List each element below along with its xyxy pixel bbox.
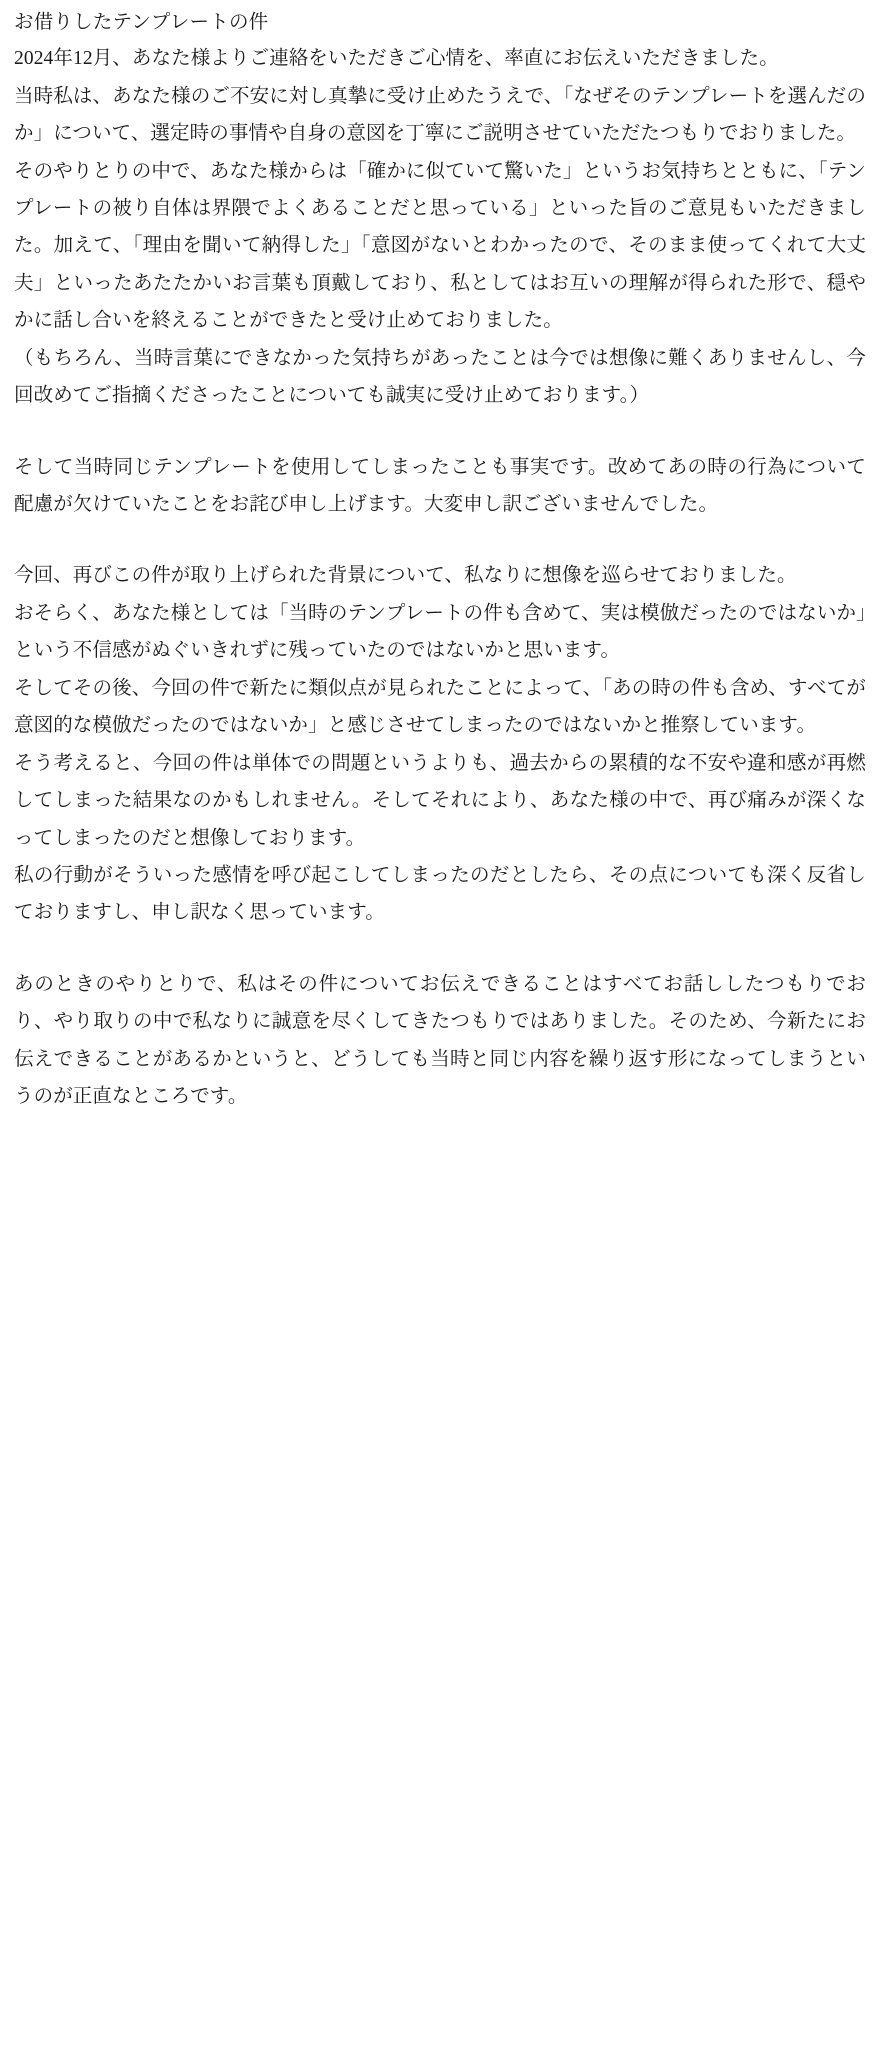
- paragraph: 2024年12月、あなた様よりご連絡をいただきご心情を、率直にお伝えいただきました。: [14, 48, 779, 70]
- paragraph: そのやりとりの中で、あなた様からは「確かに似ていて驚いた」というお気持ちとともに、「テンプレートの被り自体は界隈でよくあることだと思っている」といった旨のご意見もいただきました。加えて、「理由を聞いて納得した」「意図がないとわかったので、そのまま使ってくれて大丈夫」といったあたたかいお言葉も頂戴しており、私としてはお互いの理解が得られた形で、穏やかに話し合いを終えることができたと受け止めておりました。: [14, 160, 866, 332]
- paragraph: 私の行動がそういった感情を呼び起こしてしまったのだとしたら、その点についても深く反省しておりますし、申し訳なく思っています。: [14, 864, 866, 924]
- paragraph: そして当時同じテンプレートを使用してしまったことも事実です。改めてあの時の行為について配慮が欠けていたことをお詫び申し上げます。大変申し訳ございませんでした。: [14, 456, 866, 516]
- paragraph-spacer: [14, 523, 866, 557]
- paragraph: 今回、再びこの件が取り上げられた背景について、私なりに想像を巡らせておりました。: [14, 565, 797, 587]
- paragraph: （もちろん、当時言葉にできなかった気持ちがあったことは今では想像に難くありませんし、今回改めてご指摘くださったことについても誠実に受け止めております。）: [14, 347, 866, 407]
- paragraph: あのときのやりとりで、私はその件についてお伝えできることはすべてお話ししたつもりでおり、やり取りの中で私なりに誠意を尽くしてきたつもりではありました。そのため、今新たにお伝えできることがあるかというと、どうしても当時と同じ内容を繰り返す形になってしまうというのが正直なところです。: [14, 973, 866, 1108]
- paragraph-spacer: [14, 415, 866, 449]
- document-body: [14, 40, 866, 1115]
- paragraph: 当時私は、あなた様のご不安に対し真摯に受け止めたうえで、「なぜそのテンプレートを選んだのか」について、選定時の事情や自身の意図を丁寧にご説明させていただたつもりでおりました。: [14, 85, 866, 145]
- paragraph: そう考えると、今回の件は単体での問題というよりも、過去からの累積的な不安や違和感が再燃してしまった結果なのかもしれません。そしてそれにより、あなた様の中で、再び痛みが深くなってしまったのだと想像しております。: [14, 752, 866, 849]
- paragraph: おそらく、あなた様としては「当時のテンプレートの件も含めて、実は模倣だったのではないか」という不信感がぬぐいきれずに残っていたのではないかと思います。: [14, 602, 866, 662]
- page-title: お借りしたテンプレートの件: [14, 12, 269, 33]
- paragraph-spacer: [14, 932, 866, 966]
- paragraph: そしてその後、今回の件で新たに類似点が見られたことによって、「あの時の件も含め、すべてが意図的な模倣だったのではないか」と感じさせてしまったのではないかと推察しています。: [14, 677, 866, 737]
